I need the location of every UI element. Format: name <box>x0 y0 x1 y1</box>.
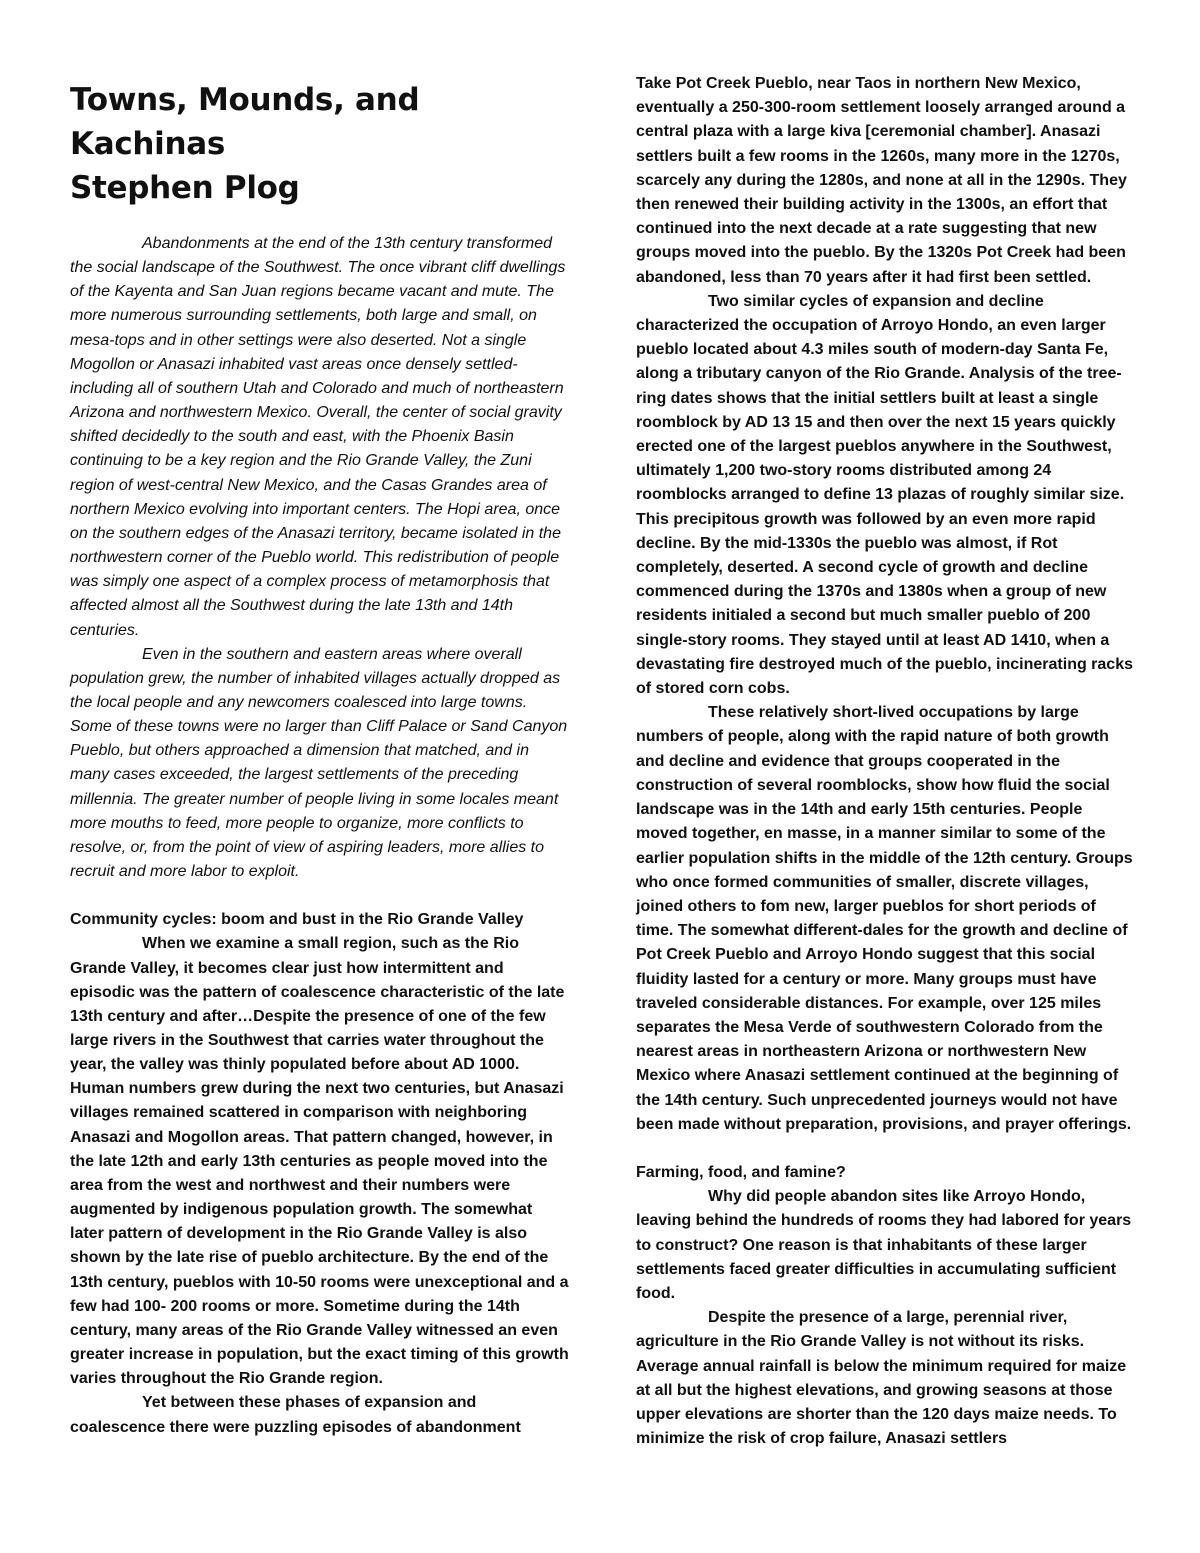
body-paragraph: Two similar cycles of expansion and decline characterized the occupation of Arroyo Hondo, an even larger pueblo located about 4.3 miles south of modern-day Santa Fe, along a tributary canyon of the Rio Grande. Analysis of the tree-ring dates shows that the initial settlers built at least a single roomblock by AD 13 15 and then over the next 15 years quickly erected one of the largest pueblos anywhere in the Southwest, ultimately 1,200 two-story rooms distributed among 24 roomblocks arranged to define 13 plazas of roughly similar size. This precipitous growth was followed by an even more rapid decline. By the mid-1330s the pueblo was almost, if Rot completely, deserted. A second cycle of growth and decline commenced during the 1370s and 1380s when a group of new residents initialed a second but much smaller pueblo of 200 single-story rooms. They stayed until at least AD 1410, when a devastating fire destroyed much of the pueblo, incinerating racks of stored corn cobs. <box>636 292 1133 698</box>
document-author: Stephen Plog <box>70 170 300 206</box>
body-paragraph: Yet between these phases of expansion and coalescence there were puzzling episodes of abandonment <box>70 1394 521 1436</box>
body-paragraph: When we examine a small region, such as the Rio Grande Valley, it becomes clear just how intermittent and episodic was the pattern of coalescence characteristic of the late 13th century and after…Despite the presence of one of the few large rivers in the Southwest that carries water throughout the year, the valley was thinly populated before about AD 1000. Human numbers grew during the next two centuries, but Anasazi villages remained scattered in comparison with neighboring Anasazi and Mogollon areas. That pattern changed, however, in the late 12th and early 13th centuries as people moved into the area from the west and northwest and their numbers were augmented by indigenous population growth. The somewhat later pattern of development in the Rio Grande Valley is also shown by the late rise of pueblo architecture. By the end of the 13th century, pueblos with 10-50 rooms were unexceptional and a few had 100- 200 rooms or more. Sometime during the 14th century, many areas of the Rio Grande Valley witnessed an even greater increase in population, but the exact timing of this growth varies throughout the Rio Grande region. <box>70 935 569 1388</box>
body-paragraph: Why did people abandon sites like Arroyo Hondo, leaving behind the hundreds of rooms they had labored for years to construct? One reason is that inhabitants of these larger settlements faced greater difficulties in accumulating sufficient food. <box>636 1188 1132 1302</box>
body-paragraph: Take Pot Creek Pueblo, near Taos in northern New Mexico, eventually a 250-300-room settlement loosely arranged around a central plaza with a large kiva [ceremonial chamber]. Anasazi settlers built a few rooms in the 1260s, many more in the 1270s, scarcely any during the 1280s, and none at all in the 1290s. They then renewed their building activity in the 1300s, an effort that continued into the next decade at a rate suggesting that new groups moved into the pueblo. By the 1320s Pot Creek had been abandoned, less than 70 years after it had first been settled. <box>636 75 1127 286</box>
intro-paragraph: Even in the southern and eastern areas where overall population grew, the number of inhabited villages actually dropped as the local people and any newcomers coalesced into large towns. Some of these towns were no larger than Cliff Palace or Sand Canyon Pueblo, but others approached a dimension that matched, and in many cases exceeded, the largest settlements of the preceding millennia. The greater number of people living in some locales meant more mouths to feed, more people to organize, more conflicts to resolve, or, from the point of view of aspiring leaders, more allies to recruit and more labor to exploit. <box>70 645 568 881</box>
paragraph-gap <box>636 1137 1136 1161</box>
left-column <box>70 70 570 1440</box>
right-column <box>636 72 1136 1451</box>
body-paragraph: These relatively short-lived occupations by large numbers of people, along with the rapid nature of both growth and decline and evidence that groups cooperated in the construction of several roomblocks, show how fluid the social landscape was in the 14th and early 15th centuries. People moved together, en masse, in a manner similar to some of the earlier population shifts in the middle of the 12th century. Groups who once formed communities of smaller, discrete villages, joined others to fom new, larger pueblos for short periods of time. The somewhat different-dales for the growth and decline of Pot Creek Pueblo and Arroyo Hondo suggest that this social fluidity lasted for a century or more. Many groups must have traveled considerable distances. For example, over 125 miles separates the Mesa Verde of southwestern Colorado from the nearest areas in northeastern Arizona or northwestern New Mexico where Anasazi settlement continued at the beginning of the 14th century. Such unprecedented journeys would not have been made without preparation, provisions, and prayer offerings. <box>636 704 1133 1133</box>
section-heading: Community cycles: boom and bust in the Rio Grande Valley <box>70 911 524 929</box>
paragraph-gap <box>70 884 570 908</box>
document-title: Towns, Mounds, and Kachinas <box>70 82 420 162</box>
intro-paragraph: Abandonments at the end of the 13th century transformed the social landscape of the Southwest. The once vibrant cliff dwellings of the Kayenta and San Juan regions became vacant and mute. The more numerous surrounding settlements, both large and small, on mesa-tops and in other settings were also deserted. Not a single Mogollon or Anasazi inhabited vast areas once densely settled-including all of southern Utah and Colorado and much of northeastern Arizona and northwestern Mexico. Overall, the center of social gravity shifted decidedly to the south and east, with the Phoenix Basin continuing to be a key region and the Rio Grande Valley, the Zuni region of west-central New Mexico, and the Casas Grandes area of northern Mexico evolving into important centers. The Hopi area, once on the southern edges of the Anasazi territory, became isolated in the northwestern corner of the Pueblo world. This redistribution of people was simply one aspect of a complex process of metamorphosis that affected almost all the Southwest during the late 13th and 14th centuries. <box>70 235 566 639</box>
body-paragraph: Despite the presence of a large, perennial river, agriculture in the Rio Grande Valley is not without its risks. Average annual rainfall is below the minimum required for maize at all but the highest elevations, and growing seasons at those upper elevations are shorter than the 120 days maize needs. To minimize the risk of crop failure, Anasazi settlers <box>636 1309 1127 1448</box>
section-heading: Farming, food, and famine? <box>636 1163 846 1181</box>
